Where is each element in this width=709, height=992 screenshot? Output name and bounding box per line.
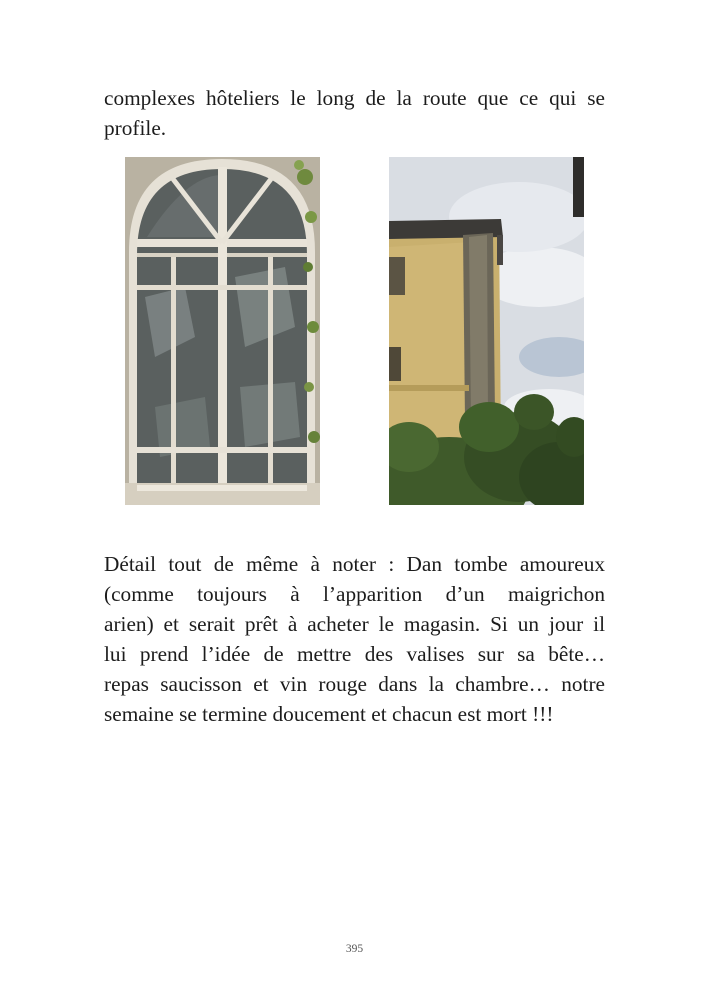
building-facade-photo [389,157,584,505]
paragraph-detail [104,549,605,729]
text-line: Détail tout de même à noter : Dan tombe amoureux [104,552,605,576]
text-line: arien) et serait prêt à acheter le magasin. Si un jour il [104,612,605,636]
text-line: semaine se termine doucement et chacun est mort !!! [104,702,554,726]
text-line: lui prend l’idée de mettre des valises sur sa bête… [104,642,605,666]
arched-window-photo [125,157,320,505]
text-line: complexes hôteliers le long de la route que ce qui se [104,86,605,110]
page-number: 395 [345,943,364,955]
text-line: profile. [104,116,167,140]
text-line: repas saucisson et vin rouge dans la chambre… notre [104,672,605,696]
paragraph-intro [104,83,605,143]
text-line: (comme toujours à l’apparition d’un maigrichon [104,582,605,606]
